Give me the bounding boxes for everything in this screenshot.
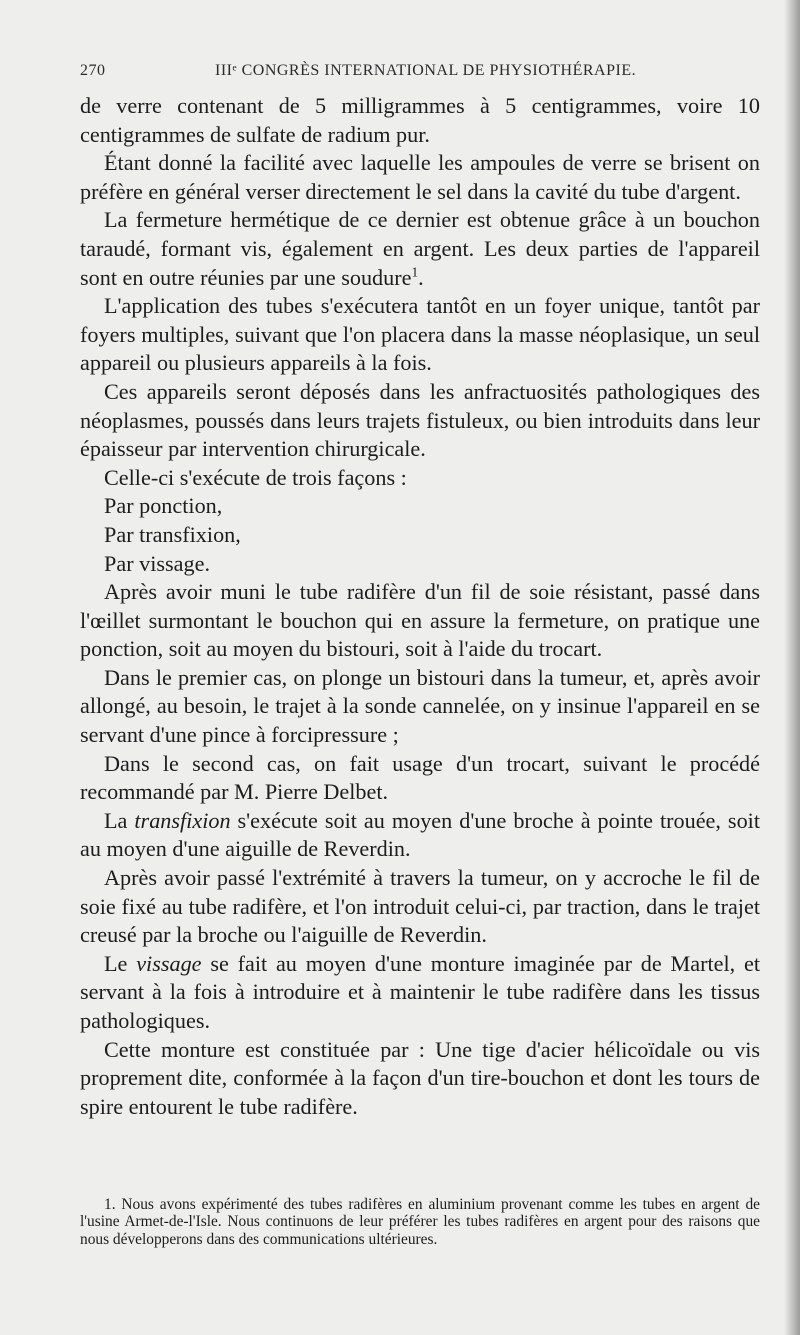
paragraph: Ces appareils seront déposés dans les anfractuosités pathologiques des néoplasmes, poussés dans leurs trajets fistuleux, ou bien introduits dans leur épaisseur par intervention chirurgicale. <box>80 378 760 462</box>
paragraph: Dans le second cas, on fait usage d'un trocart, suivant le procédé recommandé par M. Pierre Delbet. <box>80 750 760 805</box>
paragraph: de verre contenant de 5 milligrammes à 5 centigrammes, voire 10 centigrammes de sulfate de radium pur. <box>80 93 760 147</box>
list-item: Par transfixion, <box>104 521 241 547</box>
paragraph: Le vissage se fait au moyen d'une monture imaginée par de Martel, et servant à la fois à introduire et à maintenir le tube radifère dans les tissus pathologiques. <box>80 950 761 1033</box>
body-text <box>80 92 760 1121</box>
paragraph: Étant donné la facilité avec laquelle les ampoules de verre se brisent on préfère en général verser directement le sel dans la cavité du tube d'argent. <box>80 150 760 204</box>
paragraph: Dans le premier cas, on plonge un bistouri dans la tumeur, et, après avoir allongé, au besoin, le trajet à la sonde cannelée, on y insinue l'appareil en se servant d'une pince à forcipressure ; <box>80 664 760 748</box>
italic-term: transfixion <box>134 807 231 833</box>
footnote-text: 1. Nous avons expérimenté des tubes radifères en aluminium provenant comme les tubes en argent de l'usine Armet-de-l'Isle. Nous continuons de leur préférer les tubes radifères en argent pour des raisons que nous développerons dans des communications ultérieures. <box>80 1196 760 1248</box>
footnote <box>80 1196 760 1248</box>
paragraph: Celle-ci s'exécute de trois façons : <box>104 464 407 490</box>
page-edge-shadow <box>784 0 800 1335</box>
list-item: Par vissage. <box>104 550 210 576</box>
footnote-ref: 1 <box>411 264 419 280</box>
paragraph: La fermeture hermétique de ce dernier est obtenue grâce à un bouchon taraudé, formant vis, également en argent. Les deux parties de l'appareil sont en outre réunies par une soudure$^1$. <box>80 207 760 290</box>
running-title: IIIᵉ CONGRÈS INTERNATIONAL DE PHYSIOTHÉRAPIE. <box>215 62 637 79</box>
italic-term: vissage <box>136 950 202 976</box>
paragraph: La transfixion s'exécute soit au moyen d'une broche à pointe trouée, soit au moyen d'une aiguille de Reverdin. <box>80 807 760 862</box>
paragraph: Après avoir passé l'extrémité à travers la tumeur, on y accroche le fil de soie fixé au tube radifère, et l'on introduit celui-ci, par traction, dans le trajet creusé par la broche ou l'aiguille de Reverdin. <box>80 865 760 948</box>
page-number: 270 <box>80 62 106 79</box>
paragraph: Cette monture est constituée par : Une tige d'acier hélicoïdale ou vis proprement dite, conformée à la façon d'un tire-bouchon et dont les tours de spire entourent le tube radifère. <box>80 1036 760 1119</box>
paragraph: L'application des tubes s'exécutera tantôt en un foyer unique, tantôt par foyers multiples, suivant que l'on placera dans la masse néoplasique, un seul appareil ou plusieurs appareils à la fois. <box>80 293 760 376</box>
paragraph: Après avoir muni le tube radifère d'un fil de soie résistant, passé dans l'œillet surmontant le bouchon qui en assure la fermeture, on pratique une ponction, soit au moyen du bistouri, soit à l'aide du trocart. <box>80 579 760 662</box>
list-item: Par ponction, <box>104 493 223 519</box>
